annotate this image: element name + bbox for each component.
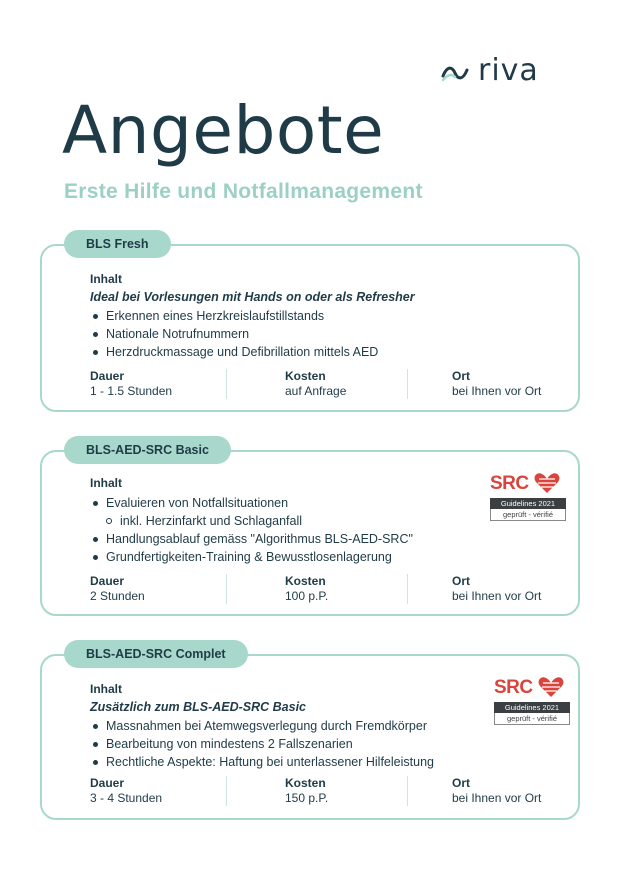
dauer-value: 2 Stunden	[90, 589, 145, 603]
list-item: Nationale Notrufnummern	[106, 325, 554, 343]
wave-icon	[440, 64, 470, 82]
content-list	[90, 307, 554, 361]
kosten-value: 150 p.P.	[285, 791, 329, 805]
kosten-value: 100 p.P.	[285, 589, 329, 603]
verified-label: geprüft - vérifié	[494, 713, 570, 725]
intro-text: Ideal bei Vorlesungen mit Hands on oder als Refresher	[90, 290, 415, 304]
ort-column	[408, 369, 541, 399]
list-item: Herzdruckmassage und Defibrillation mittels AED	[106, 343, 554, 361]
src-guidelines-badge	[490, 472, 566, 521]
logo-text: riva	[478, 53, 539, 88]
src-logo-text: SRC	[494, 676, 533, 698]
src-guidelines-badge	[494, 676, 570, 725]
list-item: Grundfertigkeiten-Training & Bewusstlosenlagerung	[106, 548, 554, 566]
sub-list	[90, 512, 554, 530]
dauer-label: Dauer	[90, 574, 125, 588]
inhalt-label: Inhalt	[90, 476, 122, 490]
kosten-column	[227, 776, 407, 806]
dauer-value: 3 - 4 Stunden	[90, 791, 163, 805]
content-list	[90, 494, 554, 512]
offer-card-bls-aed-src-complet	[40, 647, 580, 820]
guidelines-label: Guidelines 2021	[490, 498, 566, 509]
inhalt-label: Inhalt	[90, 272, 122, 286]
offer-card-bls-fresh	[40, 237, 580, 412]
guidelines-label: Guidelines 2021	[494, 702, 570, 713]
list-item: Erkennen eines Herzkreislaufstillstands	[106, 307, 554, 325]
dauer-column	[90, 369, 226, 399]
dauer-label: Dauer	[90, 776, 125, 790]
content-list	[90, 717, 554, 771]
page-title: Angebote	[62, 92, 385, 169]
list-item: Rechtliche Aspekte: Haftung bei unterlassener Hilfeleistung	[106, 753, 554, 771]
kosten-value: auf Anfrage	[285, 384, 347, 398]
list-item: Bearbeitung von mindestens 2 Fallszenarien	[106, 735, 554, 753]
inhalt-label: Inhalt	[90, 682, 122, 696]
sub-list-item: inkl. Herzinfarkt und Schlaganfall	[120, 512, 554, 530]
list-item: Massnahmen bei Atemwegsverlegung durch Fremdkörper	[106, 717, 554, 735]
card-tag: BLS-AED-SRC Basic	[64, 436, 231, 464]
content-list	[90, 530, 554, 566]
ort-label: Ort	[452, 574, 470, 588]
ort-label: Ort	[452, 776, 470, 790]
dauer-column	[90, 574, 226, 604]
list-item: Evaluieren von Notfallsituationen	[106, 494, 554, 512]
ort-column	[408, 574, 541, 604]
ort-value: bei Ihnen vor Ort	[452, 589, 542, 603]
ort-value: bei Ihnen vor Ort	[452, 384, 542, 398]
dauer-value: 1 - 1.5 Stunden	[90, 384, 173, 398]
card-tag: BLS-AED-SRC Complet	[64, 640, 248, 668]
src-logo-text: SRC	[490, 472, 529, 494]
card-tag: BLS Fresh	[64, 230, 171, 258]
meta-row	[90, 369, 548, 399]
kosten-label: Kosten	[285, 776, 326, 790]
meta-row	[90, 574, 548, 604]
kosten-label: Kosten	[285, 369, 326, 383]
dauer-column	[90, 776, 226, 806]
intro-text: Zusätzlich zum BLS-AED-SRC Basic	[90, 700, 307, 714]
kosten-label: Kosten	[285, 574, 326, 588]
kosten-column	[227, 369, 407, 399]
verified-label: geprüft - vérifié	[490, 509, 566, 521]
heart-icon	[533, 472, 561, 494]
ort-column	[408, 776, 541, 806]
riva-logo	[440, 53, 539, 88]
kosten-column	[227, 574, 407, 604]
page-subtitle: Erste Hilfe und Notfallmanagement	[64, 180, 423, 203]
ort-label: Ort	[452, 369, 470, 383]
ort-value: bei Ihnen vor Ort	[452, 791, 542, 805]
meta-row	[90, 776, 548, 806]
list-item: Handlungsablauf gemäss "Algorithmus BLS-AED-SRC"	[106, 530, 554, 548]
offer-card-bls-aed-src-basic	[40, 443, 580, 616]
dauer-label: Dauer	[90, 369, 125, 383]
heart-icon	[537, 676, 565, 698]
